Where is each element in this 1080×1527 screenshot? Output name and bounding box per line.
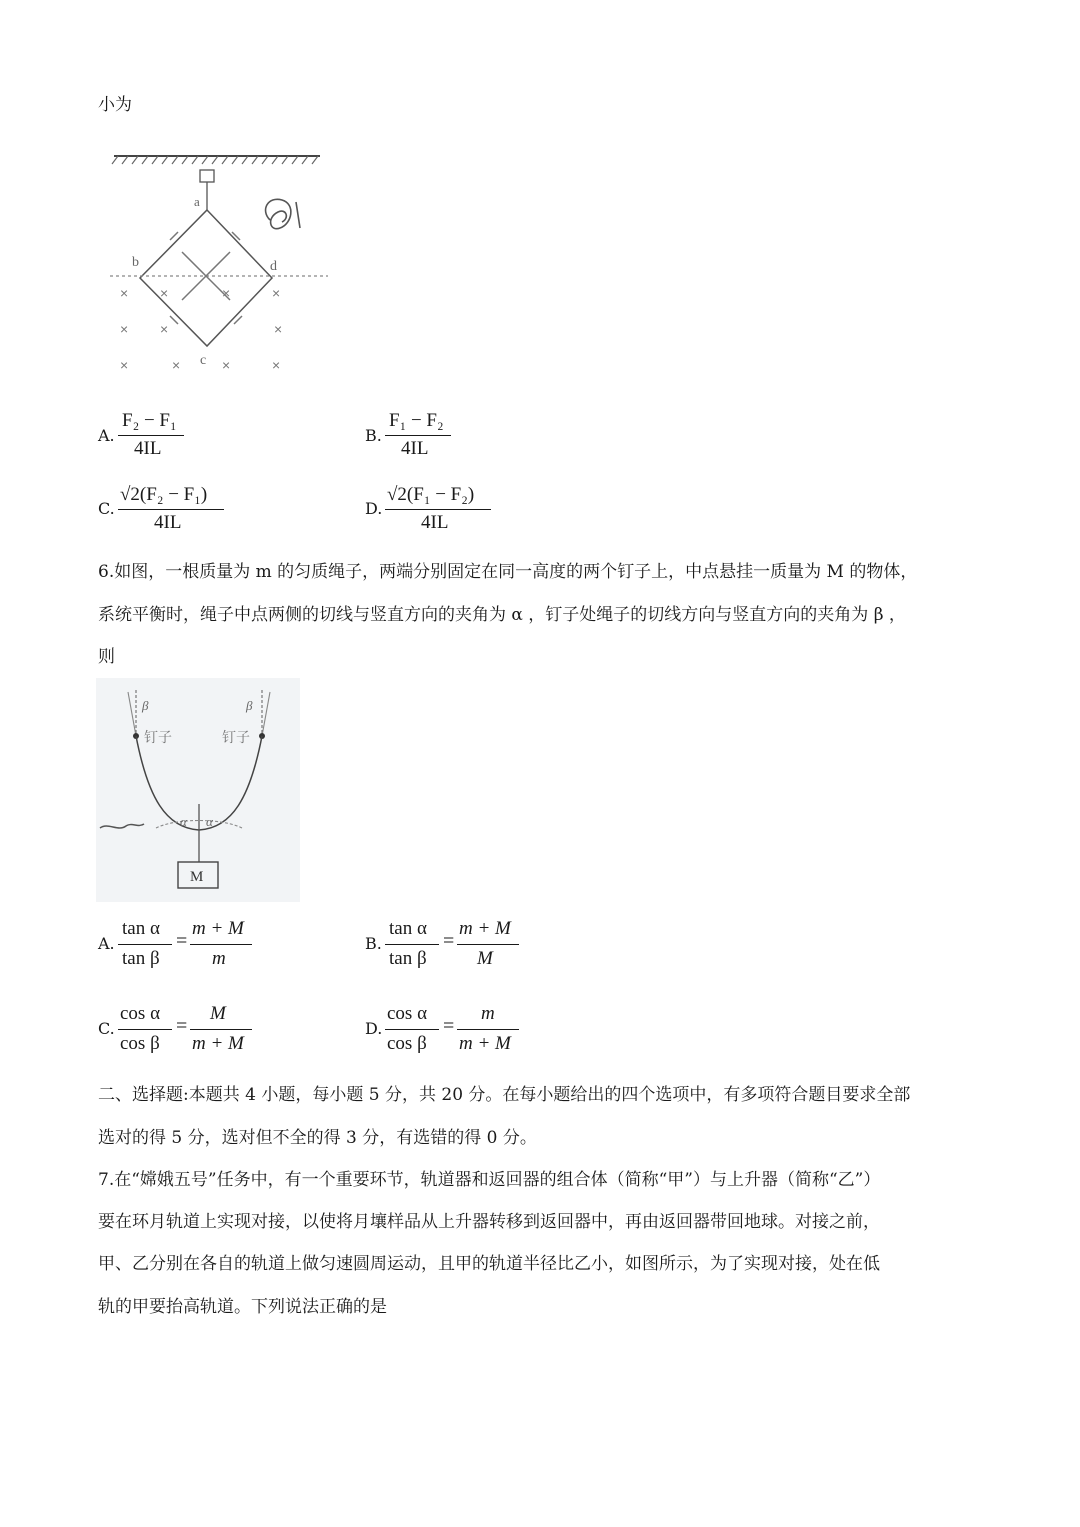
q6-stem-line-2: 系统平衡时，绳子中点两侧的切线与竖直方向的夹角为 α ，钉子处绳子的切线方向与竖直方向的夹角为 β ， bbox=[98, 605, 906, 625]
svg-text:×: × bbox=[120, 321, 129, 337]
q5-option-a-label: A. bbox=[98, 426, 115, 445]
svg-text:×: × bbox=[160, 285, 169, 301]
beta-label-left: β bbox=[142, 698, 149, 713]
q7-stem-line-3: 甲、乙分别在各自的轨道上做匀速圆周运动，且甲的轨道半径比乙小，如图所示，为了实现对接，处在低 bbox=[98, 1254, 880, 1274]
q6-option-c-label: C. bbox=[98, 1019, 115, 1038]
vertex-label-c: c bbox=[200, 353, 207, 368]
vertex-label-d: d bbox=[270, 259, 277, 274]
q5-option-b-label: B. bbox=[365, 426, 382, 445]
svg-text:×: × bbox=[274, 321, 283, 337]
q6-option-a-label: A. bbox=[98, 934, 115, 953]
section-2-instructions-line-1: 二、选择题:本题共 4 小题，每小题 5 分，共 20 分。在每小题给出的四个选项中，有多项符合题目要求全部 bbox=[98, 1085, 911, 1105]
q6-stem-line-3: 则 bbox=[98, 647, 115, 667]
alpha-label-right: α bbox=[206, 814, 213, 829]
q5-option-c-label: C. bbox=[98, 499, 115, 518]
q6-option-b-equals: = bbox=[443, 930, 455, 952]
q6-option-b-label: B. bbox=[365, 934, 382, 953]
nail-label-left: 钉子 bbox=[144, 730, 172, 746]
q6-option-d-equals: = bbox=[443, 1015, 455, 1037]
svg-text:×: × bbox=[222, 285, 231, 301]
mass-label: M bbox=[190, 869, 204, 885]
scribble-mark bbox=[266, 199, 300, 228]
svg-text:×: × bbox=[272, 285, 281, 301]
alpha-label-left: α bbox=[180, 814, 187, 829]
q7-stem-line-1: 7.在“嫦娥五号”任务中，有一个重要环节，轨道器和返回器的组合体（简称“甲”）与上升器（简称“乙”） bbox=[98, 1170, 881, 1190]
q5-tail-text: 小为 bbox=[98, 95, 132, 115]
q6-stem-line-1: 6.如图，一根质量为 m 的匀质绳子，两端分别固定在同一高度的两个钉子上，中点悬挂一质量为 M 的物体， bbox=[98, 562, 918, 582]
q5-option-d-label: D. bbox=[365, 499, 383, 518]
svg-text:×: × bbox=[222, 357, 231, 373]
svg-text:×: × bbox=[172, 357, 181, 373]
svg-text:×: × bbox=[272, 357, 281, 373]
nail-label-right: 钉子 bbox=[222, 730, 250, 746]
vertex-label-a: a bbox=[194, 194, 200, 209]
svg-text:×: × bbox=[120, 357, 129, 373]
q6-option-c-equals: = bbox=[176, 1015, 188, 1037]
beta-label-right: β bbox=[246, 698, 253, 713]
svg-text:×: × bbox=[160, 321, 169, 337]
q5-loop-figure bbox=[110, 148, 330, 396]
section-2-instructions-line-2: 选对的得 5 分，选对但不全的得 3 分，有选错的得 0 分。 bbox=[98, 1128, 537, 1148]
q6-option-d-label: D. bbox=[365, 1019, 383, 1038]
q6-option-a-equals: = bbox=[176, 930, 188, 952]
svg-text:×: × bbox=[120, 285, 129, 301]
q6-rope-figure bbox=[96, 678, 300, 902]
q7-stem-line-2: 要在环月轨道上实现对接，以使将月壤样品从上升器转移到返回器中，再由返回器带回地球。对接之前， bbox=[98, 1212, 880, 1232]
q7-stem-line-4: 轨的甲要抬高轨道。下列说法正确的是 bbox=[98, 1297, 387, 1317]
vertex-label-b: b bbox=[132, 255, 139, 270]
